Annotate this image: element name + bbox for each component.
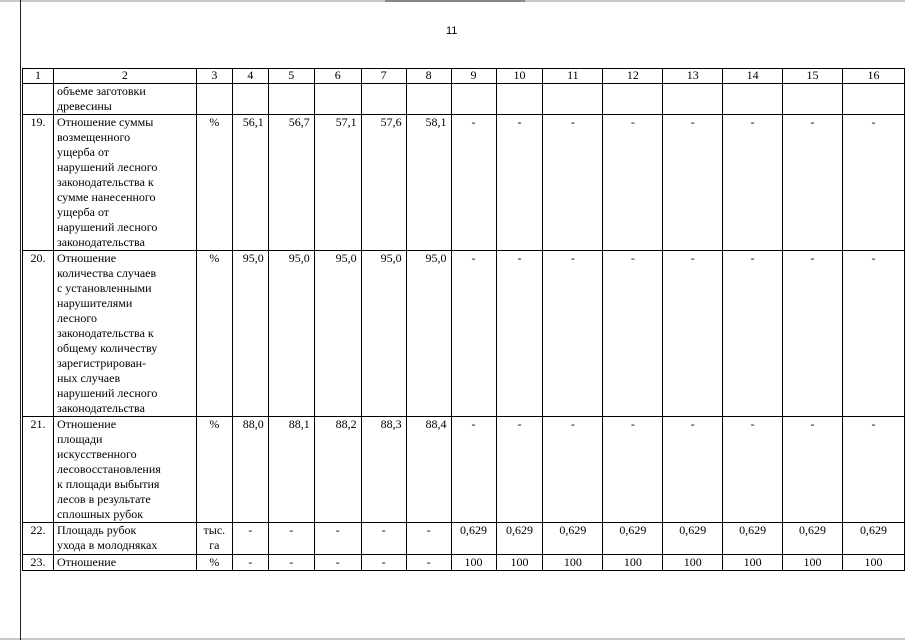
indicator-line: лесовосстановления (56, 462, 161, 476)
header-cell: 15 (783, 69, 843, 84)
value-cell: - (451, 251, 496, 417)
value-cell: - (842, 251, 904, 417)
value-cell: - (361, 523, 406, 555)
indicator-name (53, 84, 196, 115)
header-cell: 12 (603, 69, 663, 84)
unit-cell (196, 523, 232, 555)
unit-cell: % (196, 115, 232, 251)
value-cell: - (603, 251, 663, 417)
indicator-line: количества случаев (56, 266, 157, 280)
header-cell: 3 (196, 69, 232, 84)
value-cell: 0,629 (451, 523, 496, 555)
row-number: 19. (23, 115, 54, 251)
indicator-line: искусственного (56, 447, 137, 461)
row-number: 20. (23, 251, 54, 417)
value-cell: - (496, 417, 543, 523)
unit-cell: % (196, 555, 232, 571)
value-cell (543, 84, 603, 115)
indicator-line: законодательства (56, 235, 145, 249)
indicator-line: ущерба от (56, 145, 110, 159)
value-cell: - (451, 417, 496, 523)
indicator-line: общему количеству (56, 341, 158, 355)
row-number: 23. (23, 555, 54, 571)
value-cell: 0,629 (663, 523, 723, 555)
indicator-line: Отношение суммы (56, 115, 154, 129)
table-row (23, 523, 905, 555)
value-cell: - (783, 417, 843, 523)
value-cell: 95,0 (232, 251, 268, 417)
page-number: 11 (446, 25, 458, 37)
indicator-name (53, 251, 196, 417)
value-cell: - (232, 555, 268, 571)
value-cell: 0,629 (496, 523, 543, 555)
value-cell: 100 (723, 555, 783, 571)
row-number: 21. (23, 417, 54, 523)
indicator-line: сплошных рубок (56, 507, 144, 521)
value-cell: 100 (783, 555, 843, 571)
indicator-line: нарушений лесного (56, 220, 158, 234)
value-cell: - (496, 115, 543, 251)
value-cell: 95,0 (406, 251, 451, 417)
value-cell: 88,2 (314, 417, 361, 523)
indicator-line: древесины (56, 99, 112, 113)
scan-top-mark (385, 0, 525, 2)
page-left-border (20, 0, 21, 640)
header-cell: 9 (451, 69, 496, 84)
header-cell: 11 (543, 69, 603, 84)
value-cell: 0,629 (603, 523, 663, 555)
value-cell: - (723, 251, 783, 417)
value-cell: - (723, 115, 783, 251)
value-cell: 95,0 (361, 251, 406, 417)
header-cell: 5 (268, 69, 314, 84)
indicator-line: нарушений лесного (56, 160, 158, 174)
unit-cell: % (196, 251, 232, 417)
value-cell: 88,4 (406, 417, 451, 523)
indicator-name (53, 523, 196, 555)
indicator-line: с установленными (56, 281, 152, 295)
value-cell (361, 84, 406, 115)
header-row (23, 69, 905, 84)
value-cell: - (663, 115, 723, 251)
indicator-line: ухода в молодняках (56, 538, 158, 552)
value-cell: - (842, 115, 904, 251)
value-cell: 100 (543, 555, 603, 571)
value-cell: 95,0 (268, 251, 314, 417)
indicator-line: нарушителями (56, 296, 133, 310)
value-cell: 0,629 (543, 523, 603, 555)
indicator-name (53, 555, 196, 571)
indicator-line: объеме заготовки (56, 84, 146, 98)
value-cell: - (783, 115, 843, 251)
value-cell: 100 (451, 555, 496, 571)
value-cell (603, 84, 663, 115)
indicator-line: Отношение (56, 417, 117, 431)
value-cell: - (543, 251, 603, 417)
value-cell: 56,7 (268, 115, 314, 251)
indicator-line: законодательства к (56, 326, 154, 340)
value-cell: 0,629 (842, 523, 904, 555)
unit-cell: % (196, 417, 232, 523)
table-row (23, 84, 905, 115)
value-cell: 57,1 (314, 115, 361, 251)
value-cell (314, 84, 361, 115)
value-cell: - (314, 555, 361, 571)
value-cell: - (663, 417, 723, 523)
header-cell: 16 (842, 69, 904, 84)
value-cell: - (783, 251, 843, 417)
header-cell: 8 (406, 69, 451, 84)
value-cell: - (232, 523, 268, 555)
indicator-line: лесов в результате (56, 492, 151, 506)
unit-cell (196, 84, 232, 115)
indicator-line: законодательства (56, 401, 145, 415)
table-row (23, 555, 905, 571)
indicator-name (53, 417, 196, 523)
header-cell: 4 (232, 69, 268, 84)
indicator-line: Отношение (56, 251, 117, 265)
value-cell: - (451, 115, 496, 251)
value-cell: 56,1 (232, 115, 268, 251)
indicator-name (53, 115, 196, 251)
value-cell: 0,629 (783, 523, 843, 555)
value-cell: - (603, 115, 663, 251)
table-row (23, 115, 905, 251)
indicator-line: Отношение (56, 555, 117, 569)
header-cell: 14 (723, 69, 783, 84)
value-cell (451, 84, 496, 115)
indicator-line: ущерба от (56, 205, 110, 219)
header-cell: 1 (23, 69, 54, 84)
value-cell: - (406, 555, 451, 571)
indicator-line: площади (56, 432, 103, 446)
header-cell: 10 (496, 69, 543, 84)
row-number (23, 84, 54, 115)
value-cell: 88,1 (268, 417, 314, 523)
header-cell: 7 (361, 69, 406, 84)
value-cell: - (603, 417, 663, 523)
header-cell: 6 (314, 69, 361, 84)
value-cell (663, 84, 723, 115)
row-number: 22. (23, 523, 54, 555)
value-cell: - (543, 115, 603, 251)
value-cell: - (663, 251, 723, 417)
value-cell: - (361, 555, 406, 571)
indicator-line: ных случаев (56, 371, 121, 385)
table-row (23, 417, 905, 523)
unit-line: га (209, 538, 220, 552)
unit-line: тыс. (203, 523, 226, 537)
value-cell (723, 84, 783, 115)
value-cell (842, 84, 904, 115)
value-cell: - (723, 417, 783, 523)
value-cell: 100 (496, 555, 543, 571)
table-row (23, 251, 905, 417)
value-cell: - (406, 523, 451, 555)
indicator-line: возмещенного (56, 130, 131, 144)
value-cell: 0,629 (723, 523, 783, 555)
value-cell: 100 (603, 555, 663, 571)
value-cell: - (543, 417, 603, 523)
value-cell: 58,1 (406, 115, 451, 251)
value-cell (268, 84, 314, 115)
value-cell: 88,3 (361, 417, 406, 523)
indicator-line: к площади выбытия (56, 477, 160, 491)
header-cell: 13 (663, 69, 723, 84)
indicator-line: лесного (56, 311, 97, 325)
indicators-table (22, 68, 905, 571)
value-cell: 57,6 (361, 115, 406, 251)
indicator-line: нарушений лесного (56, 386, 158, 400)
value-cell: 100 (842, 555, 904, 571)
indicator-line: Площадь рубок (56, 523, 137, 537)
value-cell: - (268, 523, 314, 555)
indicator-line: сумме нанесенного (56, 190, 156, 204)
value-cell (232, 84, 268, 115)
value-cell (783, 84, 843, 115)
indicator-line: законодательства к (56, 175, 154, 189)
value-cell: - (314, 523, 361, 555)
value-cell (406, 84, 451, 115)
value-cell: 88,0 (232, 417, 268, 523)
value-cell: 100 (663, 555, 723, 571)
value-cell: - (268, 555, 314, 571)
value-cell (496, 84, 543, 115)
value-cell: - (842, 417, 904, 523)
value-cell: 95,0 (314, 251, 361, 417)
indicator-line: зарегистрирован- (56, 356, 147, 370)
value-cell: - (496, 251, 543, 417)
header-cell: 2 (53, 69, 196, 84)
